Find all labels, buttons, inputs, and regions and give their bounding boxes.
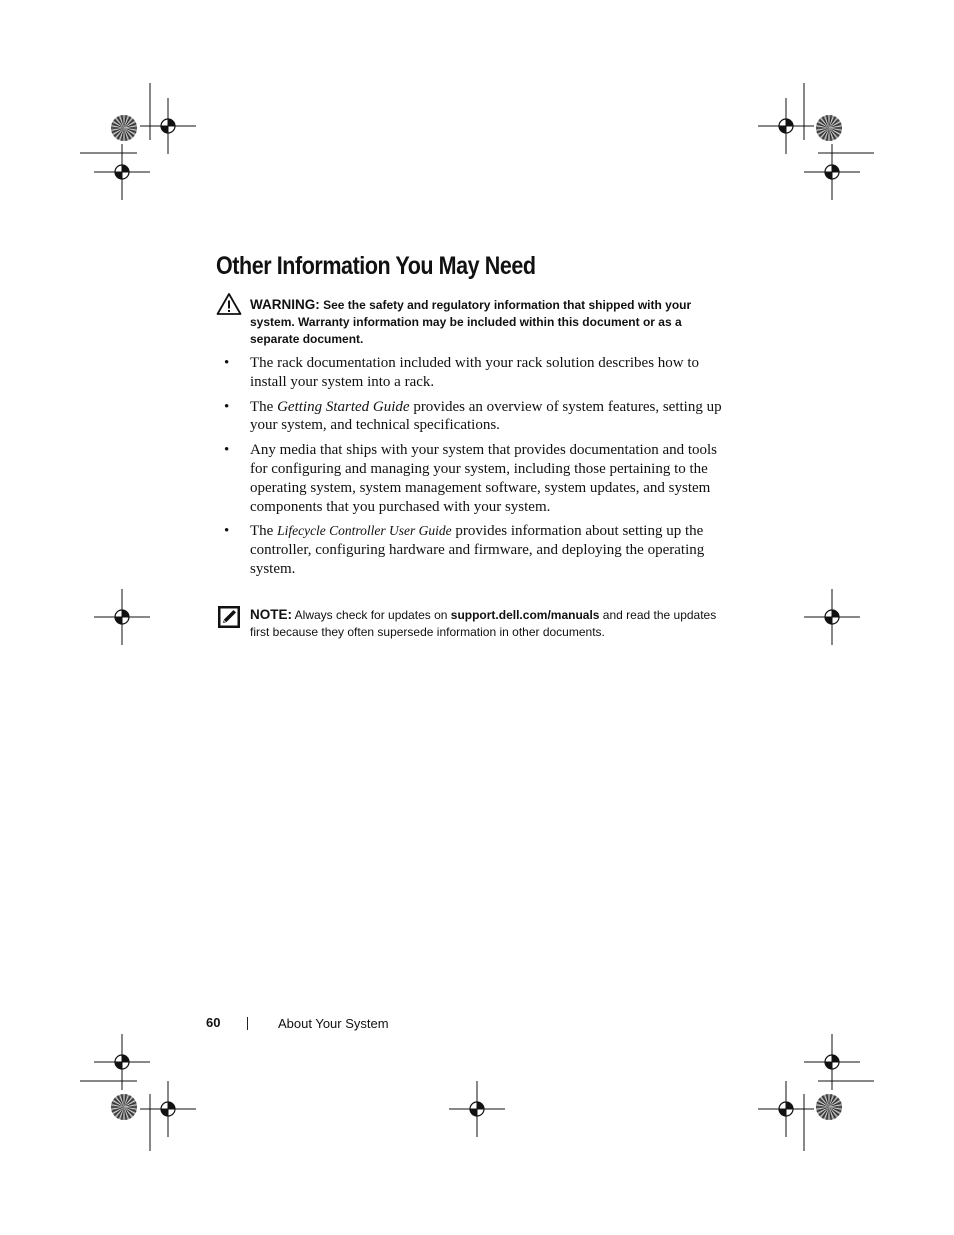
bullet-icon: •	[224, 523, 230, 540]
registration-quadrant	[161, 1109, 168, 1116]
list-item-text: The rack documentation included with your rack solution describes how to install your system into a rack.	[250, 355, 700, 390]
list-item	[224, 398, 724, 436]
registration-quadrant	[832, 610, 839, 617]
registration-quadrant	[122, 1055, 129, 1062]
note-notice	[250, 606, 720, 641]
note-label: NOTE:	[250, 607, 292, 622]
bullet-list	[224, 354, 724, 585]
list-item	[224, 441, 724, 516]
registration-quadrant	[115, 1062, 122, 1069]
page-title: Other Information You May Need	[216, 252, 536, 280]
note-text-before: Always check for updates on	[292, 608, 451, 622]
document-title: Lifecycle Controller User Guide	[277, 523, 452, 539]
registration-quadrant	[168, 1102, 175, 1109]
list-item	[224, 522, 724, 578]
registration-quadrant	[786, 119, 793, 126]
registration-quadrant	[825, 617, 832, 624]
warning-label: WARNING:	[250, 297, 320, 312]
note-text-after: and read the updates first because they often supersede information in other documents.	[250, 608, 717, 639]
footer-divider	[247, 1017, 248, 1030]
warning-text: See the safety and regulatory information that shipped with your system. Warranty information may be included within this document or as a separate document.	[250, 298, 692, 346]
warning-notice	[250, 296, 720, 348]
registration-quadrant	[825, 1062, 832, 1069]
registration-quadrant	[779, 1109, 786, 1116]
list-item-prefix: The	[250, 398, 278, 415]
list-item-suffix: provides information about setting up the controller, configuring hardware and firmware, and deploying the operating system.	[250, 523, 705, 577]
warning-triangle-icon	[216, 292, 242, 316]
registration-quadrant	[161, 126, 168, 133]
registration-quadrant	[825, 172, 832, 179]
bullet-icon: •	[224, 355, 230, 371]
support-link[interactable]: support.dell.com/manuals	[450, 608, 600, 622]
registration-quadrant	[115, 172, 122, 179]
registration-quadrant	[832, 165, 839, 172]
note-pencil-icon	[218, 606, 240, 628]
registration-quadrant	[786, 1102, 793, 1109]
registration-quadrant	[477, 1102, 484, 1109]
registration-quadrant	[122, 610, 129, 617]
registration-quadrant	[832, 1055, 839, 1062]
registration-quadrant	[168, 119, 175, 126]
document-title: Getting Started Guide	[277, 398, 410, 415]
page-number: 60	[206, 1015, 221, 1030]
bullet-icon: •	[224, 398, 230, 415]
list-item-suffix: provides an overview of system features, setting up your system, and technical specifications.	[250, 398, 722, 434]
section-name: About Your System	[278, 1016, 389, 1031]
list-item	[224, 354, 724, 392]
registration-quadrant	[122, 165, 129, 172]
list-item-prefix: The	[250, 523, 278, 540]
registration-quadrant	[779, 126, 786, 133]
registration-quadrant	[470, 1109, 477, 1116]
bullet-icon: •	[224, 442, 230, 459]
registration-quadrant	[115, 617, 122, 624]
list-item-text: Any media that ships with your system that provides documentation and tools for configuring and managing your system, including those pertaining to the operating system, system management software, system updates, and system components that you purchased with your system.	[250, 442, 718, 515]
